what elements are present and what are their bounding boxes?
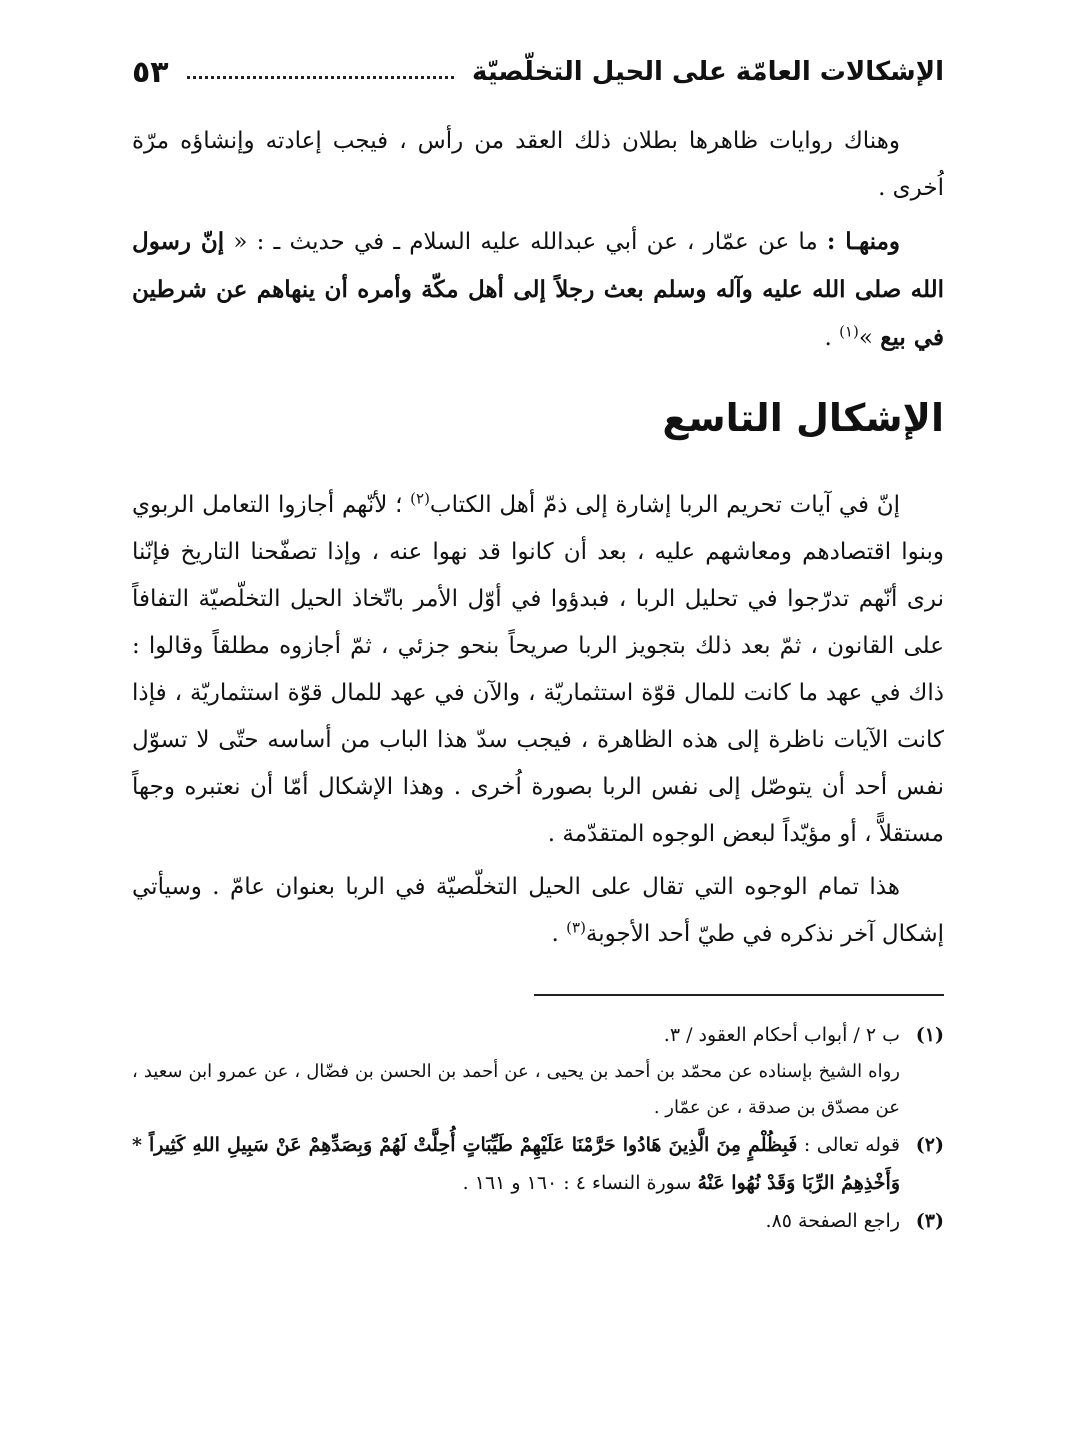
paragraph-text: إنّ في آيات تحريم الربا إشارة إلى ذمّ أهل الكتاب <box>429 492 900 518</box>
period: . <box>551 921 567 947</box>
footnote-ref[interactable]: (٢) <box>410 489 430 508</box>
footnote-1-detail: رواه الشيخ بإسناده عن محمّد بن أحمد بن يحيى ، عن أحمد بن الحسن بن فضّال ، عن عمرو ابن سعيد ، عن مصدّق بن صدقة ، عن عمّار . <box>132 1061 900 1118</box>
paragraph-text: هذا تمام الوجوه التي تقال على الحيل التخلّصيّة في الربا بعنوان عامّ . وسيأتي إشكال آخر نذكره في طيّ أحد الأجوبة <box>132 874 944 947</box>
footnote-text: راجع الصفحة ٨٥. <box>765 1210 900 1232</box>
main-text <box>132 118 944 1240</box>
footnote-divider <box>534 994 944 996</box>
paragraph <box>132 482 944 858</box>
period: . <box>824 325 840 351</box>
footnote-2 <box>132 1126 944 1202</box>
footnotes <box>132 1016 944 1240</box>
paragraph-text: ؛ لأنّهم أجازوا التعامل الربوي وبنوا اقتصادهم ومعاشهم عليه ، بعد أن كانوا قد نهوا عنه ، وإذا تصفّحنا التاريخ فإنّنا نرى أنّهم تدرّجوا في تحليل الربا ، فبدؤوا في أوّل الأمر باتّخاذ الحيل التخلّصيّة التفافاً على القانون ، ثمّ بعد ذلك بتجويز الربا صريحاً بنحو جزئي ، ثمّ أجازوه مطلقاً وقالوا : ذاك في عهد ما كانت للمال قوّة استثماريّة ، والآن في عهد للمال قوّة استثماريّة ، فإذا كانت الآيات ناظرة إلى هذه الظاهرة ، فيجب سدّ هذا الباب من أساسه حتّى لا تسوّل نفس أحد أن يتوصّل إلى نفس الربا بصورة اُخرى . وهذا الإشكال أمّا أن نعتبره وجهاً مستقلاًّ ، أو مؤيّداً لبعض الوجوه المتقدّمة . <box>132 492 944 847</box>
paragraph-text: ما عن عمّار ، عن أبي عبدالله عليه السلام ـ في حديث ـ : « <box>224 229 827 255</box>
paragraph <box>132 864 944 958</box>
footnote-number: (٢) <box>915 1134 944 1156</box>
verse-reference: سورة النساء ٤ : ١٦٠ و ١٦١ . <box>462 1172 698 1194</box>
page-number: ٥٣ <box>132 54 169 90</box>
paragraph-text: وهناك روايات ظاهرها بطلان ذلك العقد من رأس ، فيجب إعادته وإنشاؤه مرّة اُخرى . <box>132 128 944 201</box>
running-header <box>132 44 944 100</box>
footnote-1 <box>132 1016 944 1054</box>
lead-word: ومنهـا : <box>826 228 901 255</box>
paragraph <box>132 118 944 212</box>
footnote-text: ب ٢ / أبواب أحكام العقود / ٣. <box>663 1024 900 1046</box>
footnote-ref[interactable]: (١) <box>839 322 859 341</box>
footnote-3 <box>132 1202 944 1240</box>
hadith-quote: إنّ رسول الله صلى الله عليه وآله وسلم بعث رجلاً إلى أهل مكّة وأمره أن ينهاهم عن شرطين في بيع <box>132 228 944 351</box>
leader-dots <box>187 76 454 79</box>
section-heading: الإشكال التاسع <box>662 396 944 440</box>
quran-verse: فَبِظُلْمٍ مِنَ الَّذِينَ هَادُوا حَرَّمْنَا عَلَيْهِمْ طَيِّبَاتٍ أُحِلَّتْ لَهُمْ وَبِصَدِّهِمْ عَنْ سَبِيلِ اللهِ كَثِيراً * وَأَخْذِهِمُ الرِّبَا وَقَدْ نُهُوا عَنْهُ <box>132 1134 900 1194</box>
quote-close: » <box>858 325 881 351</box>
footnote-number: (١) <box>915 1024 944 1046</box>
footnote-ref[interactable]: (٣) <box>566 918 586 937</box>
paragraph-hadith <box>132 218 944 362</box>
footnote-text: قوله تعالى : <box>797 1134 900 1156</box>
chapter-title: الإشكالات العامّة على الحيل التخلّصيّة <box>472 57 944 87</box>
footnote-number: (٣) <box>915 1210 944 1232</box>
